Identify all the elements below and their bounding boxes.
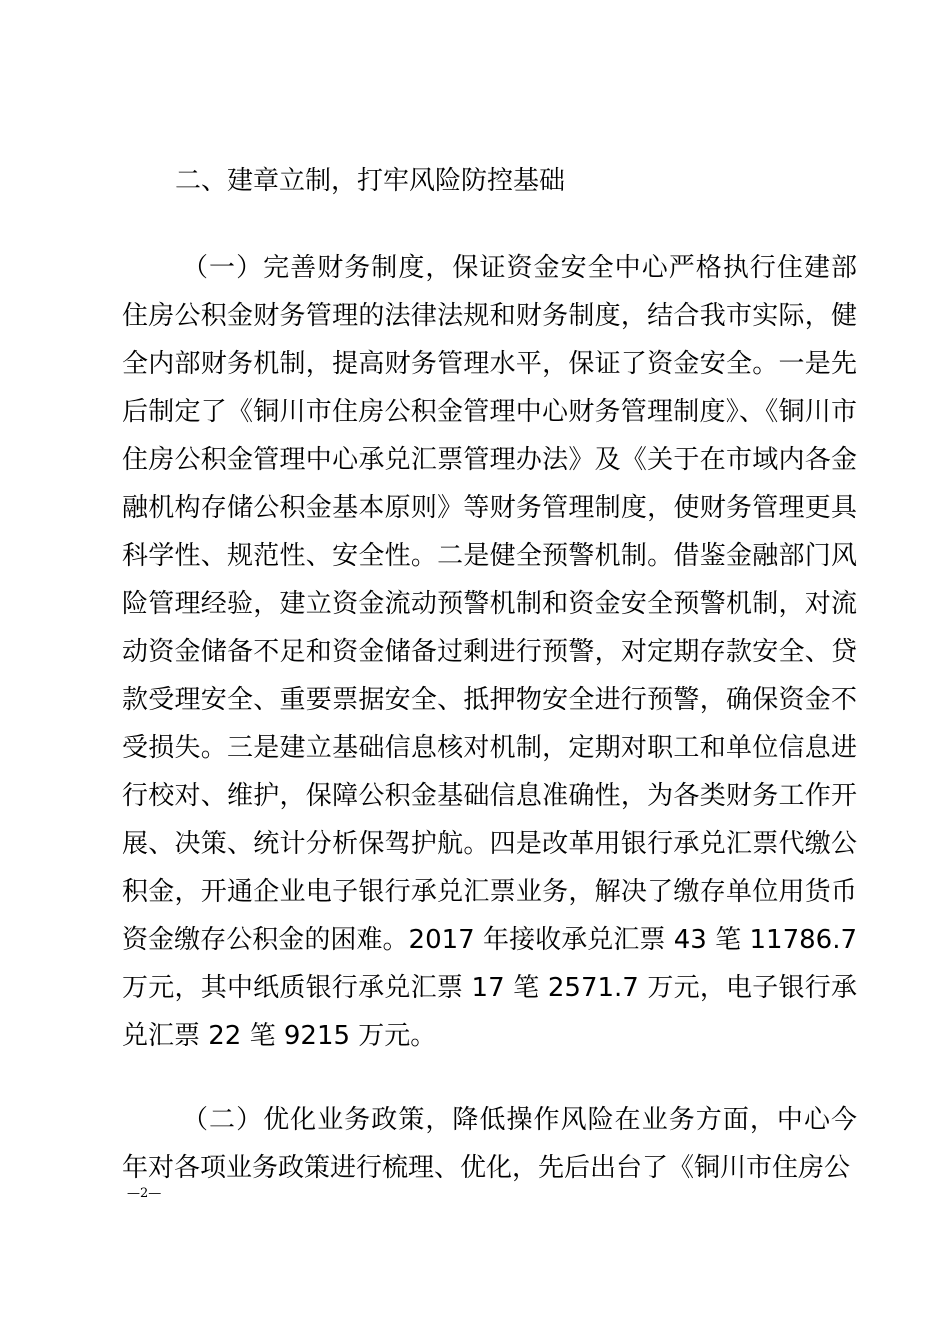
paragraph-business: [122, 1096, 857, 1192]
paragraph-subtitle: （一）完善财务制度，保证资金安全: [182, 253, 615, 283]
paragraph-subtitle: （二）优化业务政策，降低操作风险: [182, 1105, 615, 1135]
paragraph-body: 中心严格执行住建部住房公积金财务管理的法律法规和财务制度，结合我市实际，健全内部财务机制，提高财务管理水平，保证了资金安全。一是先后制定了《铜川市住房公积金管理中心财务管理制度》、《铜川市住房公积金管理中心承兑汇票管理办法》及《关于在市域内各金融机构存储公积金基本原则》等财务管理制度，使财务管理更具科学性、规范性、安全性。二是健全预警机制。借鉴金融部门风险管理经验，建立资金流动预警机制和资金安全预警机制，对流动资金储备不足和资金储备过剩进行预警，对定期存款安全、贷款受理安全、重要票据安全、抵押物安全进行预警，确保资金不受损失。三是建立基础信息核对机制，定期对职工和单位信息进行校对、维护，保障公积金基础信息准确性，为各类财务工作开展、决策、统计分析保驾护航。四是改革用银行承兑汇票代缴公积金，开通企业电子银行承兑汇票业务，解决了缴存单位用货币资金缴存公积金的困难。2017 年接收承兑汇票 43 笔 11786.7 万元，其中纸质银行承兑汇票 17 笔 2571.7 万元，电子银行承兑汇票 22 笔 9215 万元。: [122, 253, 857, 1051]
page-number: —2—: [127, 1186, 162, 1201]
paragraph-finance: [122, 244, 857, 1060]
paragraph-body: 在业务方面，中心今年对各项业务政策进行梳理、优化，先后出台了《铜川市住房公: [122, 1105, 857, 1183]
section-heading: 二、建章立制，打牢风险防控基础: [175, 166, 566, 196]
